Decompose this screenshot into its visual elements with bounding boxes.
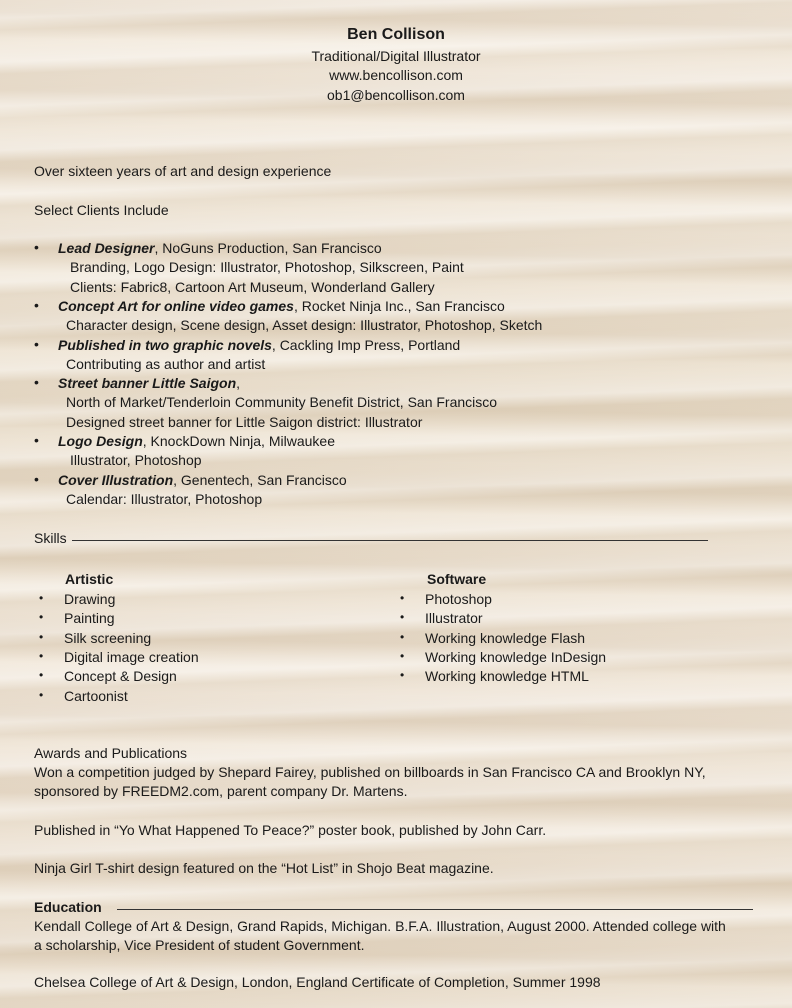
client-bullet: •	[34, 335, 39, 352]
client-title: Cover Illustration	[58, 471, 174, 488]
client-description: Illustrator, Photoshop	[70, 452, 202, 469]
skill-bullet: •	[400, 648, 405, 663]
resume-name: Ben Collison	[347, 26, 445, 43]
skill-bullet: •	[400, 610, 405, 625]
client-details: , Genentech, San Francisco	[173, 471, 347, 488]
client-bullet: •	[34, 470, 39, 487]
client-bullet: •	[34, 296, 39, 313]
client-description: Designed street banner for Little Saigon district: Illustrator	[66, 413, 423, 430]
clients-heading: Select Clients Include	[34, 202, 169, 218]
awards-heading: Awards and Publications	[34, 745, 188, 761]
education-kendall-line2: a scholarship, Vice President of student Government.	[34, 937, 365, 953]
award-fairey-line1: Won a competition judged by Shepard Fairey, published on billboards in San Francisco CA and Brooklyn NY,	[34, 764, 706, 780]
skill-bullet: •	[39, 668, 44, 683]
skill-item: Working knowledge Flash	[425, 629, 586, 646]
skill-item: Silk screening	[64, 629, 152, 646]
client-description: Branding, Logo Design: Illustrator, Photoshop, Silkscreen, Paint	[70, 259, 464, 276]
client-details: , KnockDown Ninja, Milwaukee	[142, 433, 335, 449]
client-entry	[58, 297, 505, 316]
client-details: , NoGuns Production, San Francisco	[154, 240, 382, 256]
client-bullet: •	[34, 374, 39, 391]
client-title: Logo Design	[58, 433, 143, 449]
award-tshirt: Ninja Girl T-shirt design featured on the “Hot List” in Shojo Beat magazine.	[34, 860, 494, 876]
experience-summary: Over sixteen years of art and design experience	[34, 163, 332, 179]
client-title: Concept Art for online video games	[58, 297, 294, 314]
skills-divider	[72, 540, 708, 541]
skills-heading: Skills	[34, 530, 67, 546]
skill-bullet: •	[39, 687, 44, 702]
client-title: Street banner Little Saigon	[58, 375, 237, 392]
education-heading: Education	[34, 899, 102, 915]
client-title: Published in two graphic novels	[58, 336, 272, 353]
client-bullet: •	[34, 239, 39, 255]
award-poster-book: Published in “Yo What Happened To Peace?” poster book, published by John Carr.	[34, 822, 547, 838]
client-entry	[58, 336, 460, 355]
client-details: , Cackling Imp Press, Portland	[271, 336, 461, 353]
skill-item: Cartoonist	[64, 687, 128, 704]
skill-item: Working knowledge InDesign	[425, 648, 607, 665]
client-description: Clients: Fabric8, Cartoon Art Museum, Wonderland Gallery	[70, 278, 435, 295]
client-bullet: •	[34, 432, 39, 448]
client-entry	[58, 374, 240, 393]
client-entry	[58, 239, 382, 258]
client-description: North of Market/Tenderloin Community Benefit District, San Francisco	[66, 394, 498, 411]
skill-bullet: •	[39, 610, 44, 625]
education-divider	[117, 909, 753, 910]
client-entry	[58, 471, 347, 490]
client-description: Calendar: Illustrator, Photoshop	[66, 490, 263, 507]
email-link[interactable]: ob1@bencollison.com	[327, 87, 465, 103]
client-description: Character design, Scene design, Asset design: Illustrator, Photoshop, Sketch	[66, 317, 543, 334]
client-entry	[58, 432, 335, 451]
skill-bullet: •	[39, 591, 44, 605]
skill-bullet: •	[400, 668, 405, 683]
website-link[interactable]: www.bencollison.com	[329, 67, 463, 83]
client-details: , Rocket Ninja Inc., San Francisco	[293, 297, 505, 314]
skill-bullet: •	[400, 629, 405, 644]
skill-item: Working knowledge HTML	[425, 668, 589, 685]
education-kendall-line1: Kendall College of Art & Design, Grand Rapids, Michigan. B.F.A. Illustration, August 2000. Attended college with	[34, 918, 726, 934]
award-fairey-line2: sponsored by FREEDM2.com, parent company Dr. Martens.	[34, 783, 408, 799]
skill-item: Drawing	[64, 591, 116, 607]
skill-item: Painting	[64, 610, 115, 627]
client-title: Lead Designer	[58, 240, 155, 256]
artistic-heading: Artistic	[65, 571, 114, 587]
skill-bullet: •	[39, 648, 44, 663]
software-heading: Software	[427, 571, 487, 587]
resume-role: Traditional/Digital Illustrator	[311, 48, 481, 64]
skill-item: Illustrator	[425, 610, 483, 627]
skill-bullet: •	[400, 591, 405, 605]
skill-item: Concept & Design	[64, 668, 177, 685]
skill-item: Digital image creation	[64, 648, 199, 665]
client-details: ,	[236, 375, 241, 392]
education-chelsea: Chelsea College of Art & Design, London, England Certificate of Completion, Summer 1998	[34, 974, 601, 990]
client-description: Contributing as author and artist	[66, 355, 266, 372]
skill-bullet: •	[39, 629, 44, 644]
skill-item: Photoshop	[425, 591, 492, 607]
